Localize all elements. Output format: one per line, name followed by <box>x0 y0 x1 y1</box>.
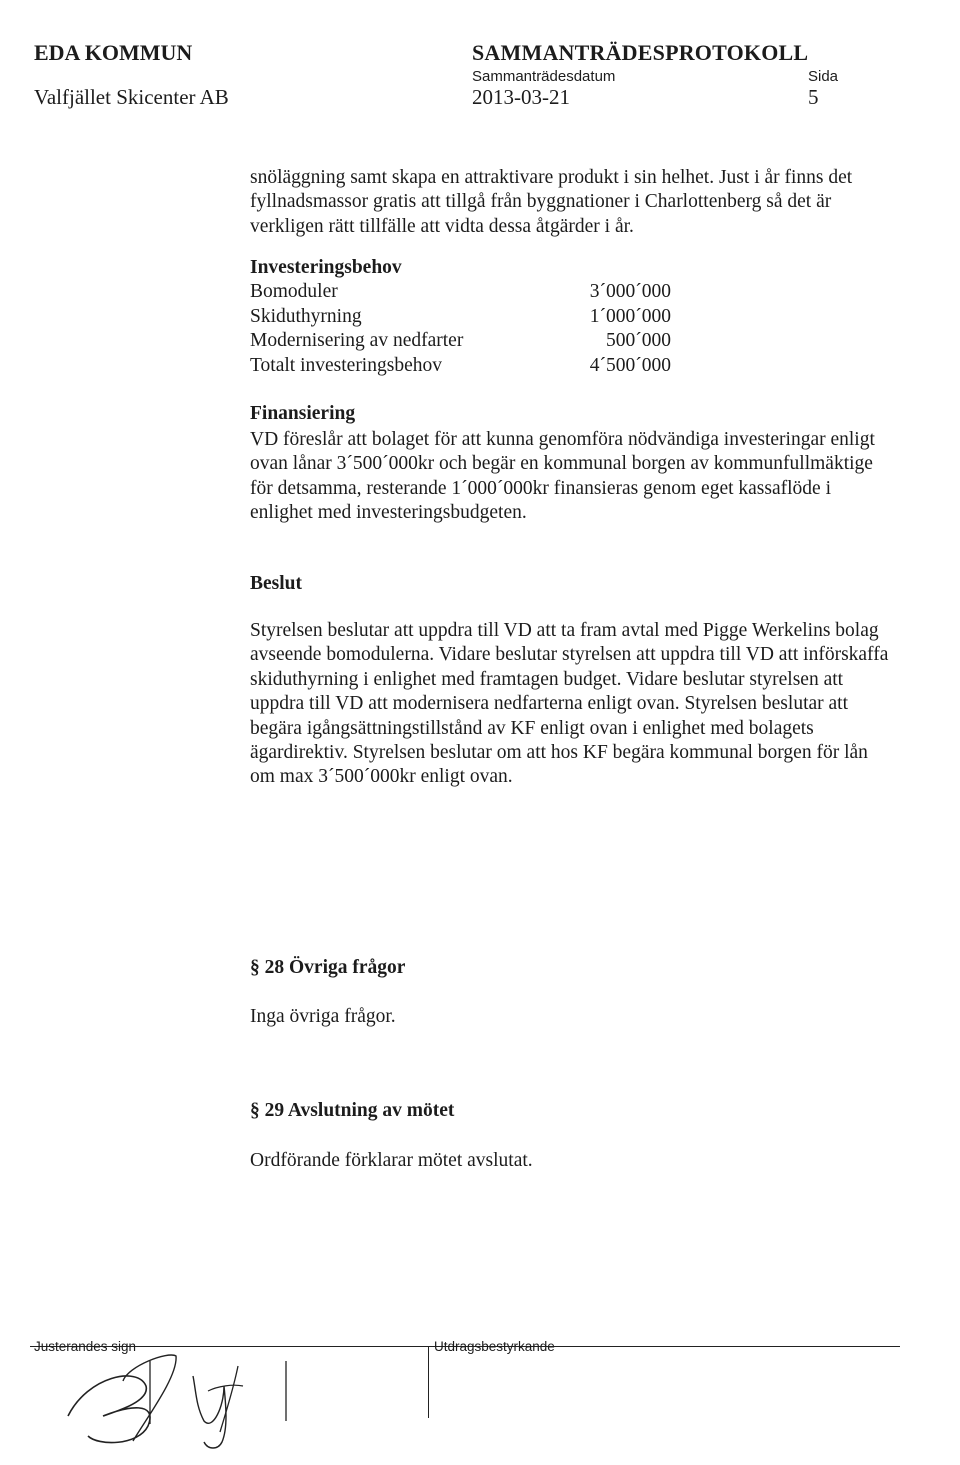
investment-row <box>250 281 671 305</box>
financing-heading: Finansiering <box>250 403 356 424</box>
signature-initials <box>28 1346 318 1456</box>
section-28-text: Inga övriga frågor. <box>250 1006 396 1027</box>
investment-row <box>250 306 671 330</box>
page-label: Sida <box>808 68 839 85</box>
investment-label: Totalt investeringsbehov <box>250 354 442 376</box>
investment-amount: 4´500´000 <box>589 354 671 376</box>
investment-amount: 3´000´000 <box>589 281 671 303</box>
investment-heading: Investeringsbehov <box>250 257 402 278</box>
date-label: Sammanträdesdatum <box>472 68 616 85</box>
intro-paragraph: snöläggning samt skapa en attraktivare produkt i sin helhet. Just i år finns det fyllnadsmassor gratis att tillgå från byggnationer i Charlottenberg så det är verkligen rätt tillfälle att vidta dessa åtgärder i år. <box>250 167 853 237</box>
date-value: 2013-03-21 <box>472 85 570 109</box>
section-28-heading: § 28 Övriga frågor <box>250 957 406 978</box>
investment-row <box>250 355 671 379</box>
investment-amount: 500´000 <box>606 330 671 352</box>
certifier-label: Utdragsbestyrkande <box>434 1339 555 1354</box>
footer-divider <box>428 1346 429 1418</box>
financing-paragraph: VD föreslår att bolaget för att kunna genomföra nödvändiga investeringar enligt ovan lånar 3´500´000kr och begär en kommunal borgen av kommunfullmäktige för detsamma, resterande 1´000´000kr finansieras genom eget kassaflöde i enlighet med investeringsbudgeten. <box>250 429 875 524</box>
investment-label: Skiduthyrning <box>250 305 362 327</box>
document-title: SAMMANTRÄDESPROTOKOLL <box>472 40 809 65</box>
investment-label: Bomoduler <box>250 281 338 303</box>
decision-paragraph: Styrelsen beslutar att uppdra till VD att ta fram avtal med Pigge Werkelins bolag avseende bomodulerna. Vidare beslutar styrelsen att uppdra till VD att införskaffa skiduthyrning i enlighet med framtagen budget. Vidare beslutar styrelsen att uppdra till VD att modernisera nedfarterna enligt ovan. Styrelsen beslutar att begära igångsättningstillstånd av KF enligt ovan i enlighet med bolagets ägardirektiv. Styrelsen beslutar om att hos KF begära kommunal borgen för lån om max 3´500´000kr enligt ovan. <box>250 620 889 788</box>
investment-row <box>250 330 671 354</box>
organization-name: EDA KOMMUN <box>34 40 193 65</box>
decision-heading: Beslut <box>250 573 303 594</box>
section-29-heading: § 29 Avslutning av mötet <box>250 1100 455 1121</box>
investment-table <box>250 257 671 379</box>
company-name: Valfjället Skicenter AB <box>34 85 229 109</box>
section-29-text: Ordförande förklarar mötet avslutat. <box>250 1150 533 1171</box>
page-number: 5 <box>808 85 819 109</box>
investment-label: Modernisering av nedfarter <box>250 330 464 352</box>
sign-label: Justerandes sign <box>34 1339 137 1354</box>
investment-amount: 1´000´000 <box>589 305 671 327</box>
